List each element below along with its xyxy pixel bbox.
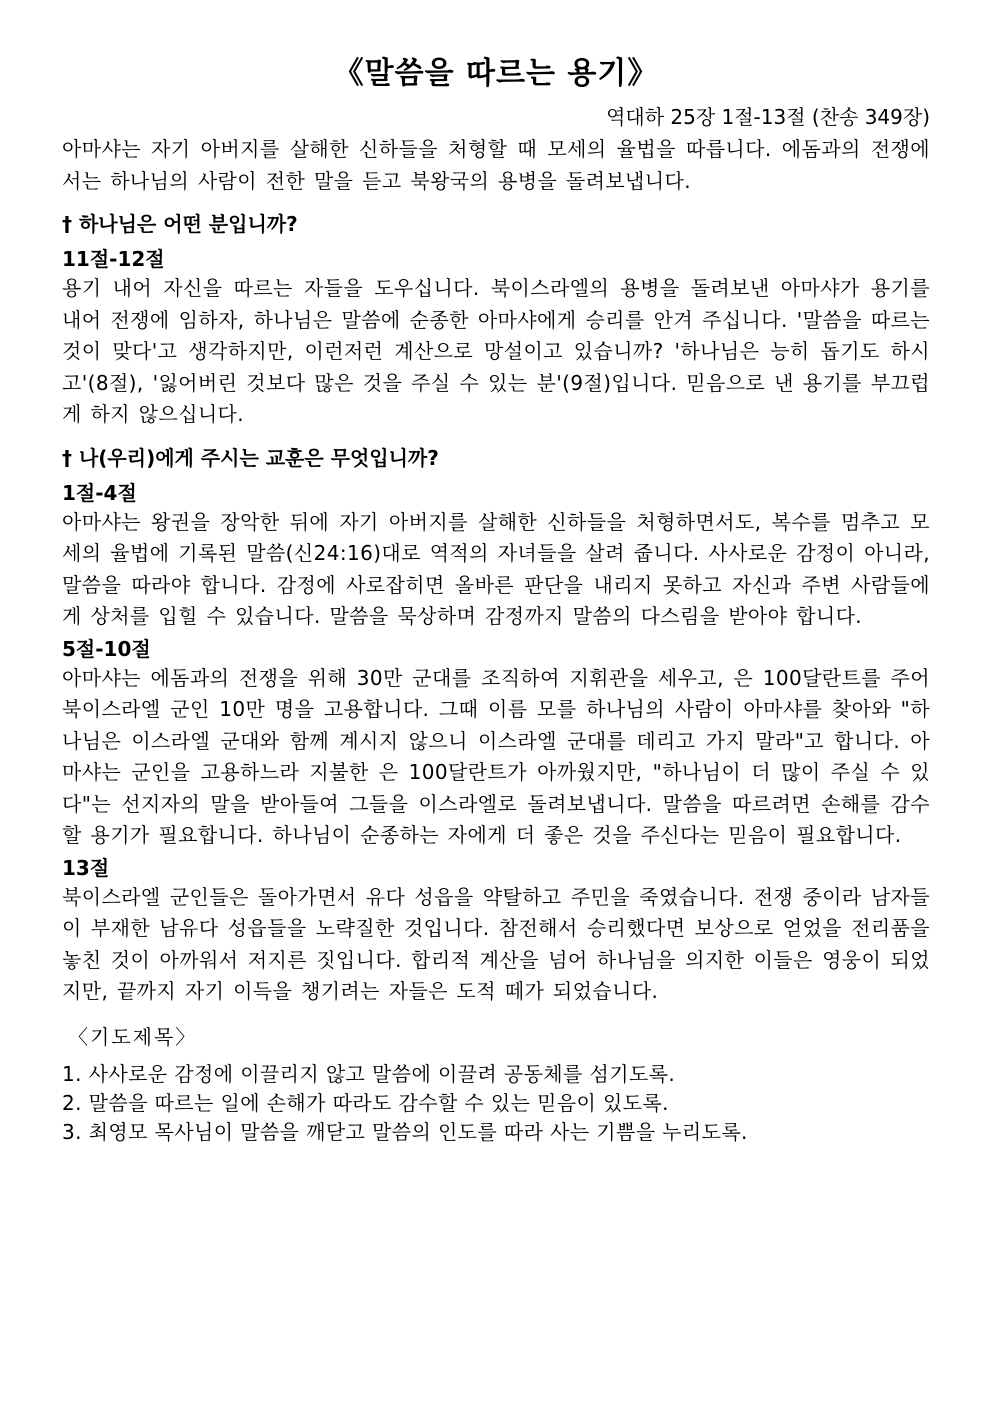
question-heading-1: † 하나님은 어떤 분입니까? — [62, 212, 298, 236]
verse-label: 13절 — [62, 855, 110, 880]
document-title: 《말씀을 따르는 용기》 — [333, 56, 659, 91]
lesson-paragraph: 아마샤는 왕권을 장악한 뒤에 자기 아버지를 살해한 신하들을 처형하면서도, 복수를 멈추고 모세의 율법에 기록된 말씀(신24:16)대로 역적의 자녀들을 살려 줍니다. 사사로운 감정이 아니라, 말씀을 따라야 합니다. 감정에 사로잡히면 올바른 판단을 내리지 못하고 자신과 주변 사람들에게 상처를 입힐 수 있습니다. 말씀을 묵상하며 감정까지 말씀의 다스림을 받아야 합니다. — [62, 509, 930, 628]
verse-label: 1절-4절 — [62, 480, 137, 505]
prayer-item: 2. 말씀을 따르는 일에 손해가 따라도 감수할 수 있는 믿음이 있도록. — [62, 1090, 669, 1115]
question-heading-2: † 나(우리)에게 주시는 교훈은 무엇입니까? — [62, 445, 439, 470]
answer-paragraph: 용기 내어 자신을 따르는 자들을 도우십니다. 북이스라엘의 용병을 돌려보낸 아마샤가 용기를 내어 전쟁에 임하자, 하나님은 말씀에 순종한 아마샤에게 승리를 안겨 주십니다. '말씀을 따르는 것이 맞다'고 생각하지만, 이런저런 계산으로 망설이고 있습니까? '하나님은 능히 돕기도 하시고'(8절), '잃어버린 것보다 많은 것을 주실 수 있는 분'(9절)입니다. 믿음으로 낸 용기를 부끄럽게 하지 않으십니다. — [62, 276, 930, 426]
document-page — [62, 50, 930, 1147]
verse-label: 5절-10절 — [62, 636, 151, 661]
scripture-reference: 역대하 25장 1절-13절 (찬송 349장) — [606, 105, 930, 129]
lesson-paragraph: 아마샤는 에돔과의 전쟁을 위해 30만 군대를 조직하여 지휘관을 세우고, 은 100달란트를 주어 북이스라엘 군인 10만 명을 고용합니다. 그때 이름 모를 하나님의 사람이 아마샤를 찾아와 "하나님은 이스라엘 군대와 함께 계시지 않으니 이스라엘 군대를 데리고 가지 말라"고 합니다. 아마샤는 군인을 고용하느라 지불한 은 100달란트가 아까웠지만, "하나님이 더 많이 주실 수 있다"는 선지자의 말을 받아들여 그들을 이스라엘로 돌려보냅니다. 말씀을 따르려면 손해를 감수할 용기가 필요합니다. 하나님이 순종하는 자에게 더 좋은 것을 주신다는 믿음이 필요합니다. — [62, 665, 930, 847]
lesson-paragraph: 북이스라엘 군인들은 돌아가면서 유다 성읍을 약탈하고 주민을 죽였습니다. 전쟁 중이라 남자들이 부재한 남유다 성읍들을 노략질한 것입니다. 참전해서 승리했다면 보상으로 얻었을 전리품을 놓친 것이 아까워서 저지른 짓입니다. 합리적 계산을 넘어 하나님을 의지한 이들은 영웅이 되었지만, 끝까지 자기 이득을 챙기려는 자들은 도적 떼가 되었습니다. — [62, 884, 930, 1003]
prayer-item: 3. 최영모 목사님이 말씀을 깨닫고 말씀의 인도를 따라 사는 기쁨을 누리도록. — [62, 1119, 748, 1144]
prayer-list — [62, 1060, 930, 1147]
verse-label: 11절-12절 — [62, 247, 165, 271]
prayer-heading: 〈기도제목〉 — [68, 1024, 198, 1049]
intro-paragraph: 아마샤는 자기 아버지를 살해한 신하들을 처형할 때 모세의 율법을 따릅니다. 에돔과의 전쟁에서는 하나님의 사람이 전한 말을 듣고 북왕국의 용병을 돌려보냅니다. — [62, 137, 930, 193]
prayer-item: 1. 사사로운 감정에 이끌리지 않고 말씀에 이끌려 공동체를 섬기도록. — [62, 1061, 676, 1086]
